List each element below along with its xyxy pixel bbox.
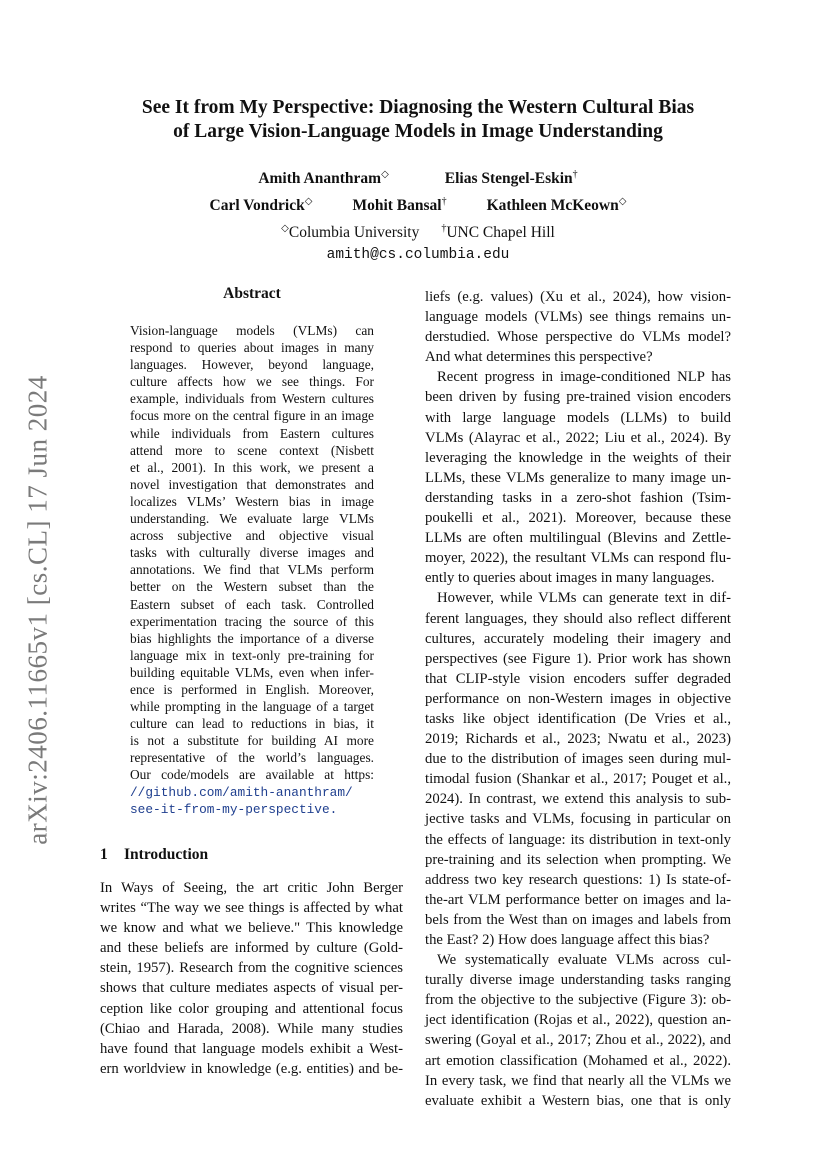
abstract-line: while individuals from Eastern cultures [130,425,374,441]
intro-left-column [100,878,403,1079]
author-name: Mohit Bansal† [352,196,447,215]
paper-title [100,96,736,144]
text-line: art emotion classification (Mohamed et al., 2022). [425,1052,731,1069]
abstract-line: focus more on the central figure in an image [130,408,374,424]
text-line: from the objective to the subjective (Figure 3): ob- [425,992,731,1009]
section-number: 1 [100,846,108,863]
abstract-line: understanding. We evaluate large VLMs [130,511,374,527]
author-email: amith@cs.columbia.edu [326,247,510,264]
text-line: We systematically evaluate VLMs across cul- [437,952,731,969]
author-row-1 [100,163,736,190]
code-link[interactable]: see-it-from-my-perspective. [130,801,338,817]
text-line: with large language models (LLMs) to build [425,409,731,426]
abstract-line: experimentation tracing the source of this [130,613,374,629]
affiliations [100,217,736,244]
abstract-line: Eastern subset of each task. Controlled [130,596,374,612]
abstract-line: is not a substitute for building AI more [130,733,374,749]
text-line: However, while VLMs can generate text in dif- [437,590,731,607]
text-line: In every task, we find that nearly all the VLMs we [425,1072,731,1089]
section-heading-introduction [100,846,400,864]
abstract-line: building equitable VLMs, even when infer- [130,664,374,680]
abstract-line: while prompting in the language of a target [130,699,374,715]
text-line: address two key research questions: 1) Is state-of- [425,871,731,888]
abstract-line: localizes VLMs’ Western bias in image [130,493,374,509]
right-column [425,287,731,1111]
arxiv-id-text: arXiv:2406.11665v1 [cs.CL] 17 Jun 2024 [22,375,53,845]
text-line: timodal fusion (Shankar et al., 2017; Pouget et al., [425,771,731,788]
text-line: derstudied. Whose perspective do VLMs model? [425,329,731,346]
text-line: due to the distribution of images seen during mul- [425,751,731,768]
abstract-line: languages. However, beyond language, [130,357,374,373]
author-name: Amith Ananthram◇ [258,169,389,188]
abstract-line: respond to queries about images in many [130,340,374,356]
text-line: the-art VLM performance better on images and la- [425,891,731,908]
text-line: LLMs, these VLMs generalize to many image un- [425,469,731,486]
text-line: ferent languages, they should also reflect different [425,610,731,627]
text-line: have found that language models exhibit a West- [100,1040,403,1057]
text-line: that CLIP-style vision encoders suffer degraded [425,670,731,687]
text-line: we know and what we believe." This knowledge [100,920,403,937]
affiliation: ◇Columbia University [281,223,420,242]
text-line: ently to queries about images in many languages. [425,570,715,587]
abstract-line: across subjective and objective visual [130,528,374,544]
text-line: (Chiao and Harada, 2008). While many studies [100,1020,403,1037]
text-line: pre-training and its selection when prompting. We [425,851,731,868]
abstract-line: et al., 2001). In this work, we present a [130,459,374,475]
text-line: performance on non-Western images in objective [425,690,731,707]
text-line: turally diverse image understanding tasks ranging [425,972,731,989]
text-line: stein, 1957). Research from the cognitive sciences [100,960,403,977]
abstract-line: novel investigation that demonstrates and [130,476,374,492]
text-line: cultures, accurately modeling their imagery and [425,630,731,647]
abstract-line: language mix in text-only pre-training for [130,647,374,663]
text-line: 2024). In contrast, we extend this analysis to sub- [425,791,731,808]
affiliation: †UNC Chapel Hill [441,223,555,242]
text-line: been driven by fusing pre-trained vision encoders [425,389,731,406]
text-line: language models (VLMs) see things remains un- [425,309,731,326]
text-line: 2019; Richards et al., 2023; Nwatu et al., 2023) [425,731,731,748]
text-line: leveraging the knowledge in the weights of their [425,449,731,466]
section-title: Introduction [124,846,209,863]
text-line: ern worldview in knowledge (e.g. entities) and be- [100,1060,403,1077]
author-row-2 [100,190,736,217]
text-line: tasks like object identification (De Vries et al., [425,710,731,727]
arxiv-side-identifier [18,370,58,850]
text-line: writes “The way we see things is affected by what [100,900,403,917]
abstract-line: example, individuals from Western cultures [130,391,374,407]
author-block [100,163,736,267]
text-line: the East? 2) How does language affect this bias? [425,932,710,948]
abstract-body [130,322,374,818]
abstract-line: Vision-language models (VLMs) can [130,323,374,338]
abstract-line: annotations. We find that VLMs perform [130,562,374,578]
abstract-line: better on the Western subset than the [130,579,374,595]
text-line: the effects of language: its distribution in text-only [425,831,731,848]
abstract-line: representative of the world’s languages. [130,750,374,766]
text-line: liefs (e.g. values) (Xu et al., 2024), how vision- [425,289,731,305]
title-line-1: See It from My Perspective: Diagnosing the Western Cultural Bias [141,97,695,118]
abstract-line: Our code/models are available at https: [130,767,374,783]
author-name: Kathleen McKeown◇ [486,196,627,215]
abstract-line: culture affects how we see things. For [130,374,374,390]
title-line-2: of Large Vision-Language Models in Image Understanding [173,121,663,142]
text-line: VLMs (Alayrac et al., 2022; Liu et al., 2024). By [425,429,731,446]
abstract-line: tasks with culturally diverse images and [130,545,374,561]
text-line: Recent progress in image-conditioned NLP has [437,369,731,386]
text-line: poukelli et al., 2021). Moreover, because these [425,510,731,527]
text-line: In Ways of Seeing, the art critic John Berger [100,880,403,896]
text-line: and these beliefs are informed by culture (Gold- [100,940,403,957]
text-line: moyer, 2022), the resultant VLMs can respond flu- [425,550,731,567]
text-line: bels from the West than on images and labels from [425,911,731,928]
author-name: Elias Stengel-Eskin† [444,169,578,188]
text-line: derstanding tasks in a zero-shot fashion (Tsim- [425,489,731,506]
author-name: Carl Vondrick◇ [209,196,313,215]
text-line: ject identification (Rojas et al., 2022), question an- [425,1012,731,1029]
code-link[interactable]: //github.com/amith-ananthram/ [130,784,353,800]
text-line: ception like color grouping and attentional focus [100,1000,403,1017]
abstract-line: ence is performed in English. Moreover, [130,681,374,697]
abstract-heading: Abstract [223,285,281,302]
text-line: jective tasks and VLMs, focusing in particular on [425,811,731,828]
text-line: evaluate exhibit a Western bias, one that is only [425,1092,731,1109]
abstract-line: culture can lead to reductions in bias, it [130,716,374,732]
abstract-line: attend more to scene context (Nisbett [130,442,374,458]
text-line: And what determines this perspective? [425,349,653,366]
text-line: shows that culture mediates aspects of visual per- [100,980,403,997]
abstract-line: bias highlights the importance of a diverse [130,630,374,646]
text-line: swering (Goyal et al., 2017; Zhou et al., 2022), and [425,1032,731,1049]
text-line: LLMs are often multilingual (Blevins and Zettle- [425,530,731,547]
text-line: perspectives (see Figure 1). Prior work has shown [425,650,731,667]
